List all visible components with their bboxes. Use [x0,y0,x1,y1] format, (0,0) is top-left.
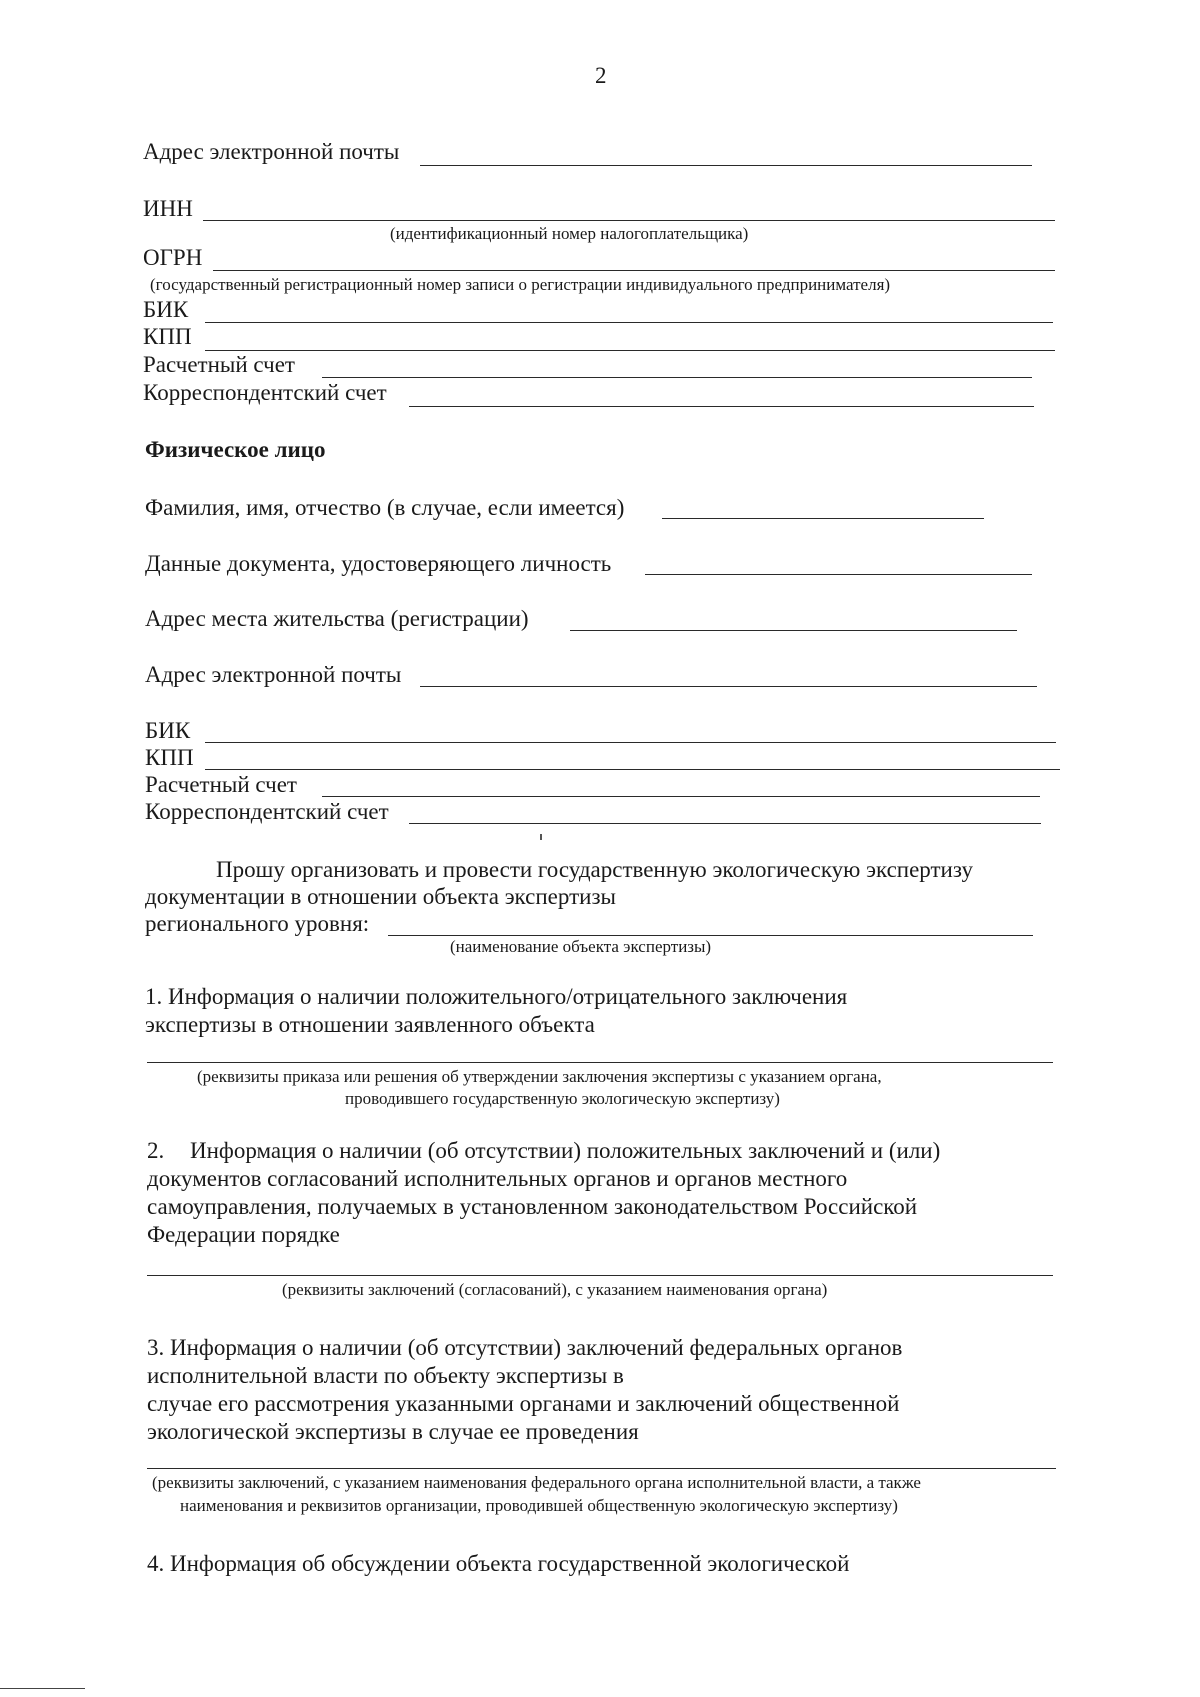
section1-line-1: 1. Информация о наличии положительного/отрицательного заключения [145,984,848,1009]
address-label: Адрес места жительства (регистрации) [145,606,529,631]
section2-field[interactable] [147,1275,1053,1276]
bik-field[interactable] [205,322,1053,323]
request-line-3-label: регионального уровня: [145,911,370,936]
section2-line-3: самоуправления, получаемых в установленном законодательством Российской [147,1194,918,1219]
section2-line-2: документов согласований исполнительных органов и органов местного [147,1166,848,1191]
expertise-object-field[interactable] [388,935,1033,936]
section3-caption-2: наименования и реквизитов организации, проводившей общественную экологическую экспертизу) [180,1496,898,1515]
kpp-label: КПП [143,324,192,349]
expertise-object-caption: (наименование объекта экспертизы) [450,937,712,956]
corr-account-field[interactable] [409,406,1034,407]
section1-line-2: экспертизы в отношении заявленного объекта [145,1012,595,1037]
email-label: Адрес электронной почты [143,139,400,164]
individual-email-label: Адрес электронной почты [145,662,402,687]
id-doc-field[interactable] [645,574,1032,575]
individual-account-label: Расчетный счет [145,772,297,797]
request-line-1: Прошу организовать и провести государственную экологическую экспертизу [216,857,973,882]
inn-field[interactable] [203,220,1055,221]
section1-field[interactable] [147,1062,1053,1063]
fio-field[interactable] [662,518,984,519]
ogrn-field[interactable] [213,270,1055,271]
corr-account-label: Корреспондентский счет [143,380,387,405]
section3-caption-1: (реквизиты заключений, с указанием наименования федерального органа исполнительной власти, а также [152,1473,921,1492]
individual-bik-field[interactable] [205,742,1056,743]
section4-line-1: 4. Информация об обсуждении объекта государственной экологической [147,1551,850,1576]
account-field[interactable] [322,377,1032,378]
page-number: 2 [595,63,607,88]
section3-line-2: исполнительной власти по объекту экспертизы в [147,1363,624,1388]
individual-kpp-field[interactable] [205,769,1060,770]
scan-edge-mark [0,1688,85,1689]
section2-line-4: Федерации порядке [147,1222,340,1247]
section2-number: 2. [147,1138,165,1163]
section3-field[interactable] [147,1468,1056,1469]
inn-label: ИНН [143,196,193,221]
individual-email-field[interactable] [420,686,1037,687]
section1-caption-2: проводившего государственную экологическую экспертизу) [345,1089,780,1108]
ogrn-label: ОГРН [143,245,203,270]
individual-heading: Физическое лицо [145,437,326,462]
request-line-2: документации в отношении объекта экспертизы [145,884,616,909]
section3-line-1: 3. Информация о наличии (об отсутствии) заключений федеральных органов [147,1335,903,1360]
account-label: Расчетный счет [143,352,295,377]
section2-caption: (реквизиты заключений (согласований), с указанием наименования органа) [282,1280,828,1299]
section1-caption-1: (реквизиты приказа или решения об утверждении заключения экспертизы с указанием органа, [197,1067,882,1086]
section3-line-4: экологической экспертизы в случае ее проведения [147,1419,639,1444]
section3-line-3: случае его рассмотрения указанными органами и заключений общественной [147,1391,900,1416]
individual-bik-label: БИК [145,718,191,743]
bik-label: БИК [143,297,189,322]
individual-corr-account-field[interactable] [409,823,1041,824]
address-field[interactable] [570,630,1017,631]
scan-speck [540,834,542,840]
ogrn-caption: (государственный регистрационный номер записи о регистрации индивидуального предпринимателя) [150,275,891,294]
kpp-field[interactable] [205,350,1055,351]
individual-account-field[interactable] [322,796,1040,797]
individual-corr-account-label: Корреспондентский счет [145,799,389,824]
individual-kpp-label: КПП [145,745,194,770]
section2-line-1: Информация о наличии (об отсутствии) положительных заключений и (или) [190,1138,941,1163]
fio-label: Фамилия, имя, отчество (в случае, если имеется) [145,495,625,520]
id-doc-label: Данные документа, удостоверяющего личность [145,551,612,576]
email-field[interactable] [420,165,1032,166]
inn-caption: (идентификационный номер налогоплательщика) [390,224,749,243]
